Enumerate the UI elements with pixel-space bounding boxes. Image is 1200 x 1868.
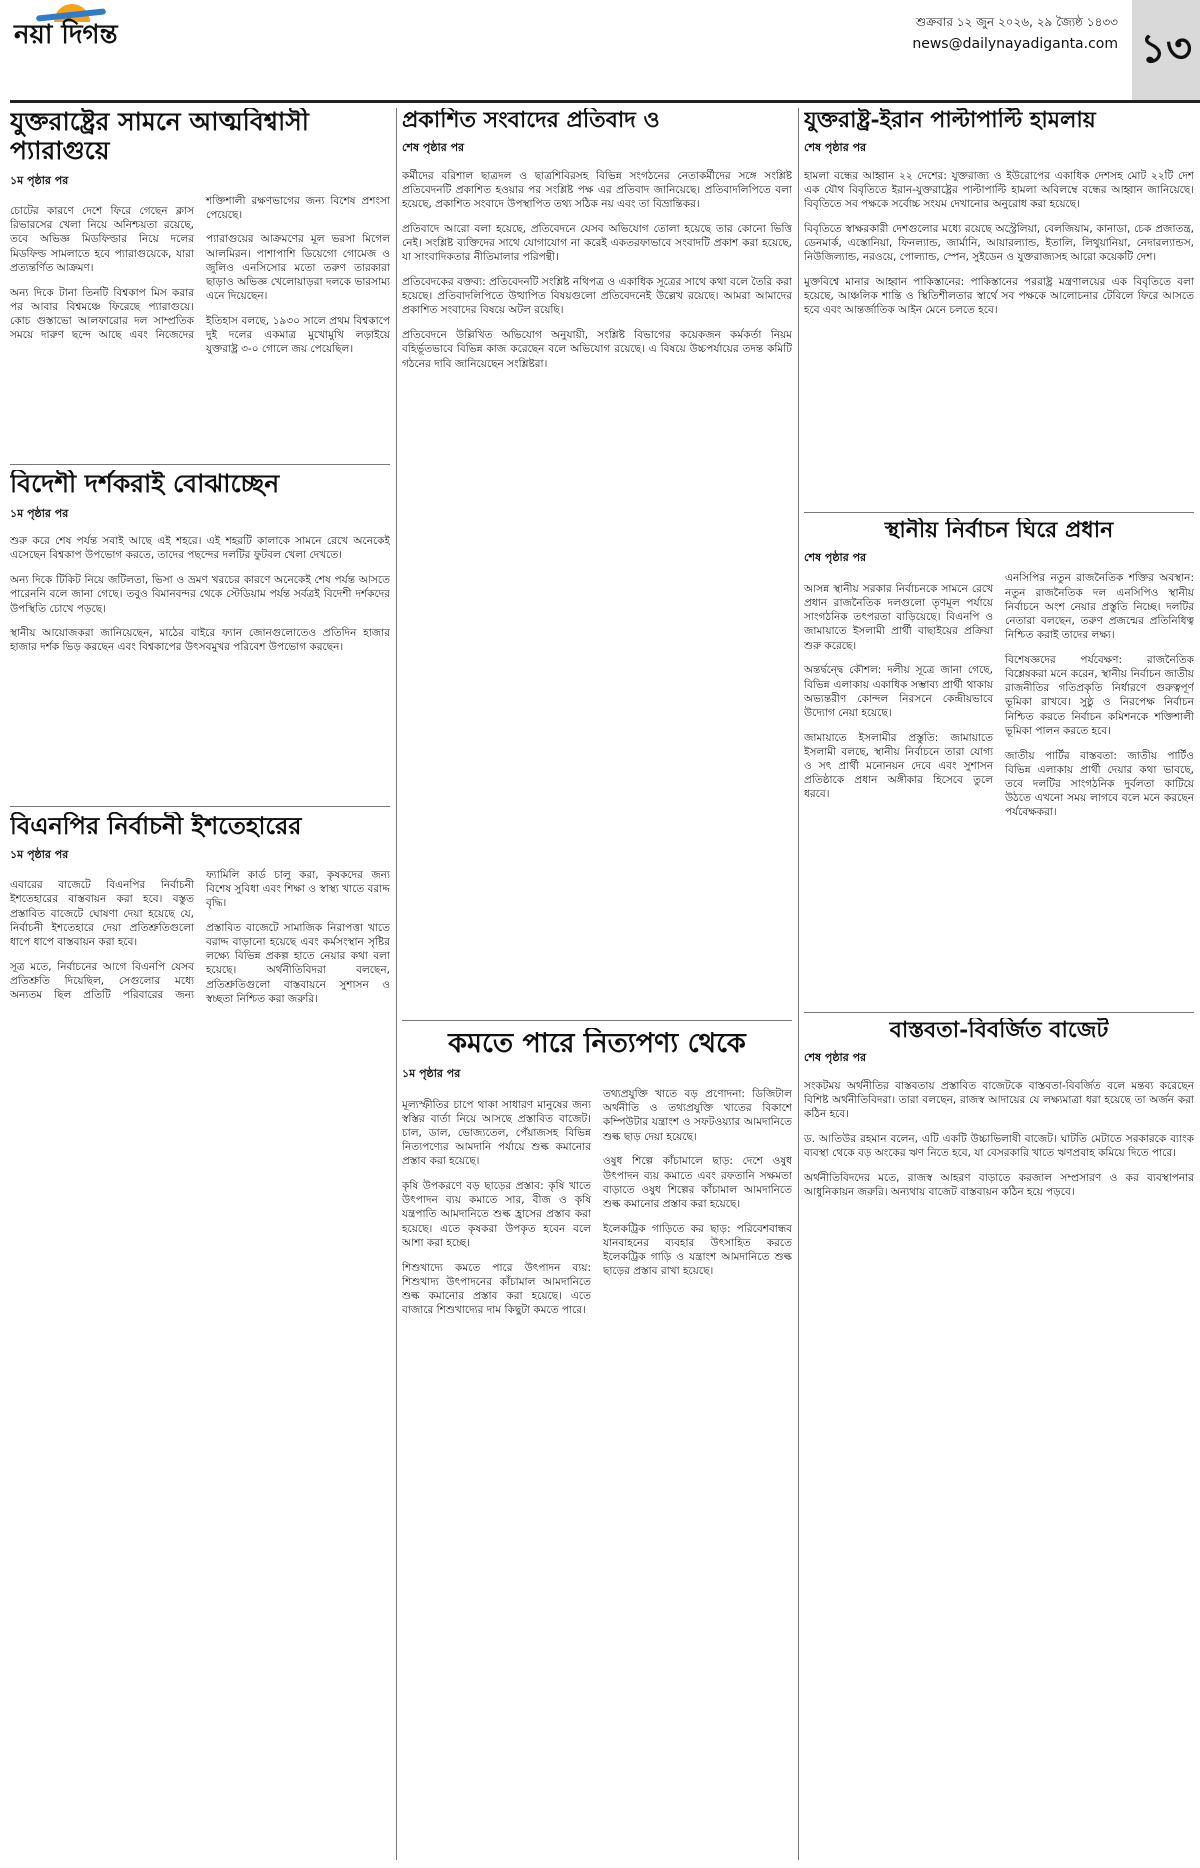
- paragraph: কৃষি উপকরণে বড় ছাড়ের প্রস্তাব: কৃষি খাতে উৎপাদন ব্যয় কমাতে সার, বীজ ও কৃষি যন্ত্রপাতি আমদানিতে শুল্ক হ্রাসের প্রস্তাব করা হয়েছে। এতে কৃষকরা উপকৃত হবেন বলে আশা করা হচ্ছে।: [402, 1180, 591, 1249]
- section-divider: [804, 512, 1194, 513]
- section-divider: [10, 806, 390, 807]
- dateline: শুক্রবার ১২ জুন ২০২৬, ২৯ জ্যৈষ্ঠ ১৪৩৩: [915, 15, 1118, 29]
- page-number: ১৩: [1132, 0, 1200, 100]
- article-body: [804, 571, 1194, 821]
- paragraph: প্রতিবেদনে উল্লিখিত অভিযোগ অনুযায়ী, সংশ্লিষ্ট বিভাগের কয়েকজন কর্মকর্তা নিয়ম বহির্ভূতভাবে বিভিন্ন কাজ করেছেন বলে অভিযোগ রয়েছে। এ বিষয়ে উচ্চপর্যায়ের তদন্ত কমিটি গঠনের দাবি জানিয়েছেন সংশ্লিষ্টরা।: [402, 329, 792, 370]
- paragraph: স্থানীয় আয়োজকরা জানিয়েছেন, মাঠের বাইরে ফ্যান জোনগুলোতেও প্রতিদিন হাজার হাজার দর্শক ভিড় করছেন এবং বিশ্বকাপের উৎসবমুখর পরিবেশ উপভোগ করছেন।: [10, 627, 390, 654]
- continuation-label: শেষ পৃষ্ঠার পর: [804, 141, 867, 155]
- article-local-election: [804, 518, 1194, 1008]
- headline[interactable]: প্রকাশিত সংবাদের প্রতিবাদ ও: [402, 108, 660, 133]
- article-protest: [402, 108, 792, 1022]
- article-body: [402, 169, 792, 371]
- section-divider: [402, 1020, 792, 1021]
- masthead: [0, 0, 1200, 112]
- paragraph: ইতিহাস বলছে, ১৯৩০ সালে প্রথম বিশ্বকাপে দুই দলের একমাত্র মুখোমুখি লড়াইয়ে যুক্তরাষ্ট্র ৩-০ গোলে জয় পেয়েছিল।: [206, 314, 390, 356]
- paragraph: প্রতিবেদকের বক্তব্য: প্রতিবেদনটি সংশ্লিষ্ট নথিপত্র ও একাধিক সূত্রের সাথে কথা বলে তৈরি করা হয়েছে। প্রতিবাদলিপিতে উত্থাপিত বিষয়গুলো প্রতিবেদনেই উল্লেখ রয়েছে। আমরা আমাদের প্রকাশিত সংবাদের বিষয়ে অটল রয়েছি।: [402, 276, 792, 317]
- article-body: [10, 534, 390, 654]
- paragraph: জাতীয় পার্টির বাস্তবতা: জাতীয় পার্টিও বিভিন্ন এলাকায় প্রার্থী দেয়ার কথা ভাবছে, তবে দলটির সাংগঠনিক দুর্বলতা কাটিয়ে উঠতে এখনো সময় লাগবে বলে মনে করছেন পর্যবেক্ষকরা।: [1005, 749, 1194, 819]
- masthead-divider: [10, 100, 1200, 103]
- paragraph: তথ্যপ্রযুক্তি খাতে বড় প্রণোদনা: ডিজিটাল অর্থনীতি ও তথ্যপ্রযুক্তি খাতের বিকাশে কম্পিউটার যন্ত্রাংশ ও সফটওয়্যার আমদানিতে শুল্ক ছাড় দেয়া হয়েছে।: [603, 1088, 792, 1143]
- paragraph: মুক্তবিশ্বে মানার আহ্বান পাকিস্তানের: পাকিস্তানের পররাষ্ট্র মন্ত্রণালয়ের এক বিবৃতিতে বলা হয়েছে, আঞ্চলিক শান্তি ও স্থিতিশীলতার স্বার্থে সব পক্ষকে আলোচনার টেবিলে ফিরে আসতে হবে এবং আন্তর্জাতিক আইন মেনে চলতে হবে।: [804, 276, 1194, 317]
- article-body: [402, 1087, 792, 1317]
- article-foreign-fans: [10, 470, 390, 802]
- section-divider: [10, 464, 390, 465]
- paragraph: মূল্যস্ফীতির চাপে থাকা সাধারণ মানুষের জন্য স্বস্তির বার্তা নিয়ে আসছে প্রস্তাবিত বাজেট। চাল, ডাল, ভোজ্যতেল, পেঁয়াজসহ বিভিন্ন নিত্যপণ্যের আমদানি পর্যায়ে শুল্ক কমানোর প্রস্তাব করা হয়েছে।: [402, 1098, 591, 1168]
- article-unrealistic-budget: [804, 1018, 1194, 1862]
- continuation-label: ১ম পৃষ্ঠার পর: [10, 506, 69, 520]
- column-divider: [798, 108, 799, 1860]
- paragraph: কর্মীদের বরিশাল ছাত্রদল ও ছাত্রশিবিরসহ বিভিন্ন সংগঠনের নেতাকর্মীদের সঙ্গে সংশ্লিষ্ট প্রতিবেদনটি প্রকাশিত হওয়ার পর সংশ্লিষ্ট পক্ষ এর প্রতিবাদ জানিয়েছে। প্রতিবাদলিপিতে বলা হয়েছে, প্রকাশিত সংবাদে উপস্থাপিত তথ্য সঠিক নয় এবং তা বিভ্রান্তিকর।: [402, 169, 792, 211]
- article-body: [10, 868, 390, 1010]
- continuation-label: ১ম পৃষ্ঠার পর: [10, 847, 69, 861]
- paragraph: হামলা বন্ধের আহ্বান ২২ দেশের: যুক্তরাজ্য ও ইউরোপের একাধিক দেশসহ মোট ২২টি দেশ এক যৌথ বিবৃতিতে ইরান-যুক্তরাষ্ট্রের পাল্টাপাল্টি হামলা অবিলম্বে বন্ধের আহ্বান জানিয়েছে। বিবৃতিতে সব পক্ষকে সর্বোচ্চ সংযম দেখানোর অনুরোধ করা হয়েছে।: [804, 169, 1194, 211]
- headline[interactable]: যুক্তরাষ্ট্র-ইরান পাল্টাপাল্টি হামলায়: [804, 108, 1096, 133]
- headline[interactable]: কমতে পারে নিত্যপণ্য থেকে: [448, 1028, 746, 1059]
- continuation-label: শেষ পৃষ্ঠার পর: [402, 141, 465, 155]
- headline[interactable]: যুক্তরাষ্ট্রের সামনে আত্মবিশ্বাসী প্যারাগুয়ে: [10, 108, 309, 165]
- logo-text: নয়া দিগন্ত: [14, 20, 118, 50]
- article-essentials-price: [402, 1028, 792, 1862]
- article-bnp-manifesto: [10, 812, 390, 1862]
- paragraph: ইলেকট্রিক গাড়িতে কর ছাড়: পরিবেশবান্ধব যানবাহনের ব্যবহার উৎসাহিত করতে ইলেকট্রিক গাড়ি ও যন্ত্রাংশ আমদানিতে শুল্ক ছাড়ের প্রস্তাব রাখা হয়েছে।: [603, 1222, 792, 1278]
- article-body: [10, 194, 390, 357]
- paragraph: শুরু করে শেষ পর্যন্ত সবাই আছে এই শহরে। এই শহরটি কালাকে সামনে রেখে অনেকেই এসেছেন বিশ্বকাপ উপভোগ করতে, তাদের পছন্দের দলটির ফুটবল খেলা দেখতে।: [10, 535, 390, 562]
- paragraph: চোটের কারণে দেশে ফিরে গেছেন ক্লাস রিভারসের খেলা নিয়ে অনিশ্চয়তা রয়েছে, তবে অভিজ্ঞ মিডফিল্ডার নিয়ে দলের মিডফিল্ড সামলাতে হবে প্যারাগুয়েকে, যারা প্রত্যন্তর্ণিত আক্রমণ।: [10, 205, 194, 274]
- headline[interactable]: বিএনপির নির্বাচনী ইশতেহারের: [10, 812, 302, 840]
- paragraph: বিবৃতিতে স্বাক্ষরকারী দেশগুলোর মধ্যে রয়েছে অস্ট্রেলিয়া, বেলজিয়াম, কানাডা, চেক প্রজাতন্ত্র, ডেনমার্ক, এস্তোনিয়া, ফিনল্যান্ড, জার্মানি, আয়ারল্যান্ড, ইতালি, লিথুয়ানিয়া, নেদারল্যান্ডস, নিউজিল্যান্ড, নরওয়ে, পোল্যান্ড, স্পেন, সুইডেন ও যুক্তরাজ্যসহ আরো কয়েকটি দেশ।: [804, 222, 1194, 264]
- headline[interactable]: স্থানীয় নির্বাচন ঘিরে প্রধান: [884, 518, 1114, 543]
- paragraph: অন্তর্দ্বন্দ্বে কৌশল: দলীয় সূত্রে জানা গেছে, বিভিন্ন এলাকায় একাধিক সম্ভাব্য প্রার্থী থাকায় অভ্যন্তরীণ কোন্দল নিরসনে কেন্দ্রীয়ভাবে উদ্যোগ নেয়া হয়েছে।: [804, 664, 993, 719]
- continuation-label: ১ম পৃষ্ঠার পর: [10, 173, 69, 187]
- paragraph: বিশেষজ্ঞদের পর্যবেক্ষণ: রাজনৈতিক বিশ্লেষকরা মনে করেন, স্থানীয় নির্বাচন জাতীয় রাজনীতির গতিপ্রকৃতি নির্ধারণে গুরুত্বপূর্ণ ভূমিকা রাখবে। সুষ্ঠু ও নিরপেক্ষ নির্বাচন নিশ্চিত করতে নির্বাচন কমিশনকে শক্তিশালী ভূমিকা পালন করতে হবে।: [1005, 653, 1194, 737]
- paragraph: প্যারাগুয়ের আক্রমণের মূল ভরসা মিগেল আলমিরন। পাশাপাশি ডিয়েগো গোমেজ ও জুলিও এনসিসোর মতো তরুণ তারকারা ছাড়াও অভিজ্ঞ খেলোয়াড়রা দলকে ভারসাম্য এনে দিয়েছেন।: [206, 233, 390, 303]
- article-body: [804, 1079, 1194, 1199]
- article-body: [804, 169, 1194, 318]
- article-paraguay: [10, 108, 390, 460]
- paragraph: অন্য দিকে টিকিট নিয়ে জটিলতা, ভিসা ও ভ্রমণ খরচের কারণে অনেকেই শেষ পর্যন্ত আসতে পারেননি বলে জানা গেছে। তবুও বিমানবন্দর থেকে স্টেডিয়াম পর্যন্ত সর্বত্রই বিদেশী দর্শকদের উপস্থিতি চোখে পড়ছে।: [10, 574, 390, 615]
- headline[interactable]: বাস্তবতা-বিবর্জিত বাজেট: [889, 1018, 1109, 1043]
- column-divider: [396, 108, 397, 1860]
- paragraph: অন্য দিকে টানা তিনটি বিশ্বকাপ মিস করার পর আবার বিশ্বমঞ্চে ফিরেছে প্যারাগুয়ে। কোচ গুস্তাভো আলফারোর দল সাম্প্রতিক সময়ে দারুণ ছন্দে আছে এবং নিজেদের শক্তিশালী রক্ষণভাগের জন্য বিশেষ প্রশংসা পেয়েছে।: [10, 194, 390, 342]
- continuation-label: শেষ পৃষ্ঠার পর: [804, 551, 867, 565]
- continuation-label: ১ম পৃষ্ঠার পর: [402, 1067, 461, 1081]
- paragraph: প্রস্তাবিত বাজেটে সামাজিক নিরাপত্তা খাতে বরাদ্দ বাড়ানো হয়েছে এবং কর্মসংস্থান সৃষ্টির লক্ষ্যে বিভিন্ন প্রকল্প হাতে নেয়ার কথা বলা হয়েছে। অর্থনীতিবিদরা বলছেন, প্রতিশ্রুতিগুলো বাস্তবায়নে সুশাসন ও স্বচ্ছতা নিশ্চিত করা জরুরি।: [206, 921, 390, 1005]
- paragraph: জামায়াতে ইসলামীর প্রস্তুতি: জামায়াতে ইসলামী বলছে, স্থানীয় নির্বাচনে তারা যোগ্য ও সৎ প্রার্থী মনোনয়ন দেবে এবং সুশাসন প্রতিষ্ঠাকে প্রধান অঙ্গীকার হিসেবে তুলে ধরবে।: [804, 731, 993, 801]
- paragraph: ওষুধ শিল্পে কাঁচামালে ছাড়: দেশে ওষুধ উৎপাদন ব্যয় কমাতে এবং রফতানি সক্ষমতা বাড়াতে ওষুধ শিল্পের কাঁচামাল আমদানিতে শুল্ক কমানোর প্রস্তাব করা হয়েছে।: [603, 1155, 792, 1210]
- paragraph: সংকটময় অর্থনীতির বাস্তবতায় প্রস্তাবিত বাজেটকে বাস্তবতা-বিবর্জিত বলে মন্তব্য করেছেন বিশিষ্ট অর্থনীতিবিদরা। তারা বলছেন, রাজস্ব আদায়ের যে লক্ষ্যমাত্রা ধরা হয়েছে তা অর্জন করা কঠিন হবে।: [804, 1079, 1194, 1121]
- paragraph: সূত্র মতে, নির্বাচনের আগে বিএনপি যেসব প্রতিশ্রুতি দিয়েছিল, সেগুলোর মধ্যে অন্যতম ছিল প্রতিটি পরিবারের জন্য ফ্যামিলি কার্ড চালু করা, কৃষকদের জন্য বিশেষ সুবিধা এবং শিক্ষা ও স্বাস্থ্য খাতে বরাদ্দ বৃদ্ধি।: [10, 868, 390, 1002]
- paragraph: আসন্ন স্থানীয় সরকার নির্বাচনকে সামনে রেখে প্রধান রাজনৈতিক দলগুলো তৃণমূল পর্যায়ে সাংগঠনিক তৎপরতা বাড়িয়েছে। বিএনপি ও জামায়াতে ইসলামী প্রার্থী বাছাইয়ের প্রক্রিয়া শুরু করেছে।: [804, 582, 993, 652]
- paragraph: অর্থনীতিবিদদের মতে, রাজস্ব আহরণ বাড়াতে করজাল সম্প্রসারণ ও কর ব্যবস্থাপনার আধুনিকায়ন জরুরি। অন্যথায় বাজেট বাস্তবায়ন কঠিন হয়ে পড়বে।: [804, 1171, 1194, 1199]
- email-link[interactable]: news@dailynayadiganta.com: [912, 36, 1118, 52]
- paragraph: এনসিপির নতুন রাজনৈতিক শক্তির অবস্থান: নতুন রাজনৈতিক দল এনসিপিও স্থানীয় নির্বাচনে অংশ নেয়ার প্রস্তুতি নিচ্ছে। দলটির নেতারা বলছেন, তরুণ প্রজন্মের প্রতিনিধিত্ব নিশ্চিত করাই তাদের লক্ষ্য।: [1005, 572, 1194, 642]
- paragraph: এবারের বাজেটে বিএনপির নির্বাচনী ইশতেহারের বাস্তবায়ন করা হবে। বস্তুত প্রস্তাবিত বাজেটে ঘোষণা দেয়া হয়েছে যে, নির্বাচনী ইশতেহারে দেয়া প্রতিশ্রুতিগুলো ধাপে ধাপে বাস্তবায়ন করা হবে।: [10, 879, 194, 948]
- paragraph: প্রতিবাদে আরো বলা হয়েছে, প্রতিবেদনে যেসব অভিযোগ তোলা হয়েছে তার কোনো ভিত্তি নেই। সংশ্লিষ্ট ব্যক্তিদের সাথে যোগাযোগ না করেই একতরফাভাবে সংবাদটি প্রকাশ করা হয়েছে, যা সাংবাদিকতার নীতিমালার পরিপন্থী।: [402, 222, 792, 264]
- paragraph: শিশুখাদ্যে কমতে পারে উৎপাদন ব্যয়: শিশুখাদ্য উৎপাদনের কাঁচামাল আমদানিতে শুল্ক কমানোর প্রস্তাব করা হয়েছে। এতে বাজারে শিশুখাদ্যের দাম কিছুটা কমতে পারে।: [402, 1261, 591, 1317]
- paragraph: ড. আতিউর রহমান বলেন, এটি একটি উচ্চাভিলাষী বাজেট। ঘাটতি মেটাতে সরকারকে ব্যাংক ব্যবস্থা থেকে বড় অংকের ঋণ নিতে হবে, যা বেসরকারি খাতে ঋণপ্রবাহ কমিয়ে দিতে পারে।: [804, 1132, 1194, 1160]
- newspaper-logo[interactable]: [14, 10, 184, 50]
- section-divider: [804, 1012, 1194, 1013]
- continuation-label: শেষ পৃষ্ঠার পর: [804, 1051, 867, 1065]
- headline[interactable]: বিদেশী দর্শকরাই বোঝাচ্ছেন: [10, 470, 280, 498]
